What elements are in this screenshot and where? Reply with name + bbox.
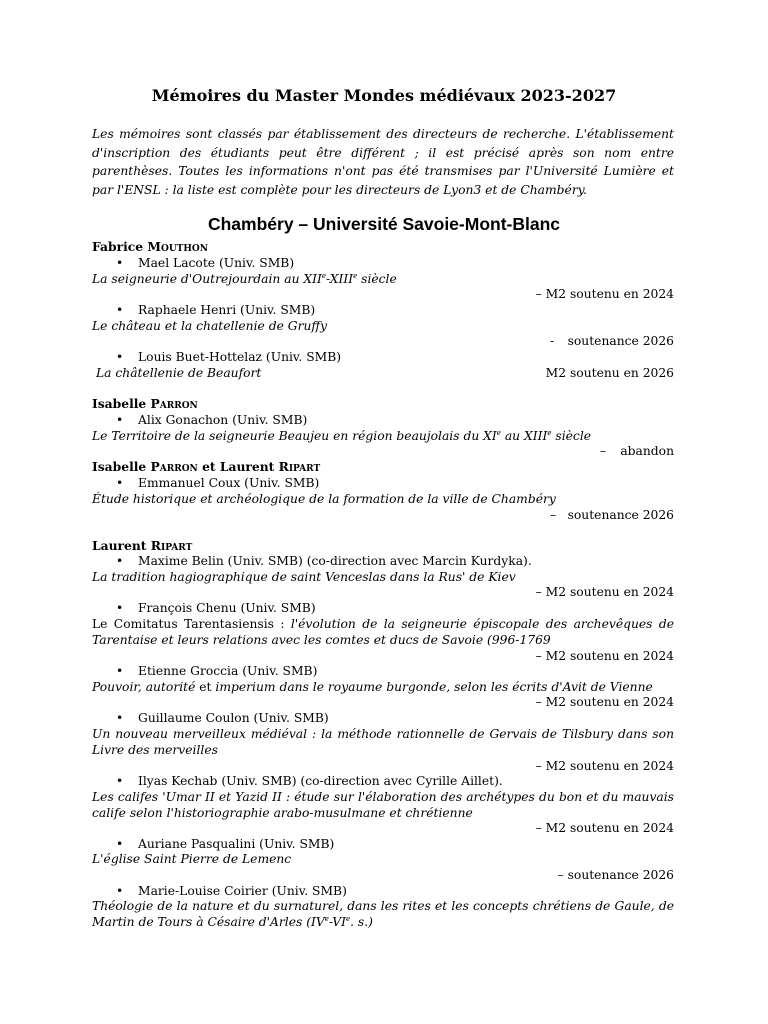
status-text: soutenance 2026 — [567, 334, 674, 348]
status-row — [92, 443, 674, 459]
student-line: • Mael Lacote (Univ. SMB) — [116, 256, 295, 270]
status-text: soutenance 2026 — [567, 508, 674, 522]
thesis-title: La tradition hagiographique de saint Venceslas dans la Rus' de Kiev — [92, 570, 516, 584]
status-text: – soutenance 2026 — [557, 868, 674, 882]
director-name: Isabelle Parron et Laurent Ripart — [92, 459, 321, 474]
director-name: Isabelle Parron — [92, 396, 198, 411]
bullet: • — [116, 413, 124, 427]
status-text: – M2 soutenu en 2024 — [535, 695, 674, 709]
bullet: • — [116, 601, 124, 615]
thesis-title: La seigneurie d'Outrejourdain au XIIe-XIIIe siècle — [92, 271, 397, 286]
status-text: – M2 soutenu en 2024 — [535, 821, 674, 835]
thesis-title: Étude historique et archéologique de la formation de la ville de Chambéry — [92, 492, 556, 506]
student-line: • Ilyas Kechab (Univ. SMB) (co-direction avec Cyrille Aillet). — [116, 774, 503, 788]
bullet: • — [116, 256, 124, 270]
status-dash: – — [550, 508, 557, 522]
student-line: • Maxime Belin (Univ. SMB) (co-direction avec Marcin Kurdyka). — [116, 554, 532, 568]
student-line: • François Chenu (Univ. SMB) — [116, 601, 316, 615]
section-title: Chambéry – Université Savoie-Mont-Blanc — [207, 214, 561, 234]
thesis-title: L'église Saint Pierre de Lemenc — [92, 852, 292, 866]
bullet: • — [116, 774, 124, 788]
student-line: • Etienne Groccia (Univ. SMB) — [116, 664, 318, 678]
bullet: • — [116, 664, 124, 678]
student-line: • Raphaele Henri (Univ. SMB) — [116, 303, 316, 317]
thesis-title: Le Comitatus Tarentasiensis : l'évolution de la seigneurie épiscopale des archevêques de Tarentaise et leurs relations avec les comtes et ducs de Savoie (996-1769 — [92, 617, 675, 647]
student-line: • Guillaume Coulon (Univ. SMB) — [116, 711, 329, 725]
bullet: • — [116, 837, 124, 851]
status-dash: - — [550, 334, 555, 348]
student-line: • Alix Gonachon (Univ. SMB) — [116, 413, 308, 427]
thesis-title: Théologie de la nature et du surnaturel, dans les rites et les concepts chrétiens de Gaule, de Martin de Tours à Césaire d'Arles (IVe-VIe. s.) — [92, 899, 674, 929]
bullet: • — [116, 350, 124, 364]
title-status-row — [92, 365, 674, 381]
status-row — [92, 333, 674, 349]
bullet: • — [116, 711, 124, 725]
student-line: • Marie-Louise Coirier (Univ. SMB) — [116, 884, 347, 898]
student-line: • Auriane Pasqualini (Univ. SMB) — [116, 837, 335, 851]
student-line: • Emmanuel Coux (Univ. SMB) — [116, 476, 320, 490]
intro-paragraph: Les mémoires sont classés par établissement des directeurs de recherche. L'établissement d'inscription des étudiants peut être différent ; il est précisé après son nom entre parenthèses. Toutes les informations n'ont pas été transmises par l'Université Lumière et par l'ENSL : la liste est complète pour les directeurs de Lyon3 et de Chambéry. — [92, 127, 674, 198]
thesis-title: Pouvoir, autorité et imperium dans le royaume burgonde, selon les écrits d'Avit de Vienne — [92, 680, 653, 694]
bullet: • — [116, 476, 124, 490]
bullet: • — [116, 303, 124, 317]
status-text: M2 soutenu en 2026 — [545, 366, 674, 380]
bullet: • — [116, 884, 124, 898]
student-line: • Louis Buet-Hottelaz (Univ. SMB) — [116, 350, 342, 364]
status-dash: – — [600, 444, 607, 458]
thesis-title: Le château et la chatellenie de Gruffy — [92, 319, 328, 333]
status-row — [92, 507, 674, 523]
status-text: – M2 soutenu en 2024 — [535, 287, 674, 301]
thesis-title: La châtellenie de Beaufort — [96, 366, 262, 380]
status-text: abandon — [620, 444, 674, 458]
status-text: – M2 soutenu en 2024 — [535, 759, 674, 773]
director-name: Laurent Ripart — [92, 538, 193, 553]
status-text: – M2 soutenu en 2024 — [535, 585, 674, 599]
thesis-title: Le Territoire de la seigneurie Beaujeu en région beaujolais du XIe au XIIIe siècle — [92, 428, 592, 443]
page-title: Mémoires du Master Mondes médiévaux 2023-2027 — [151, 86, 617, 105]
thesis-title: Les califes 'Umar II et Yazid II : étude sur l'élaboration des archétypes du bon et du mauvais calife selon l'historiographie arabo-musulmane et chrétienne — [92, 790, 674, 820]
bullet: • — [116, 554, 124, 568]
director-name: Fabrice Mouthon — [92, 239, 208, 254]
status-text: – M2 soutenu en 2024 — [535, 649, 674, 663]
thesis-title: Un nouveau merveilleux médiéval : la méthode rationnelle de Gervais de Tilsbury dans son Livre des merveilles — [92, 727, 674, 757]
